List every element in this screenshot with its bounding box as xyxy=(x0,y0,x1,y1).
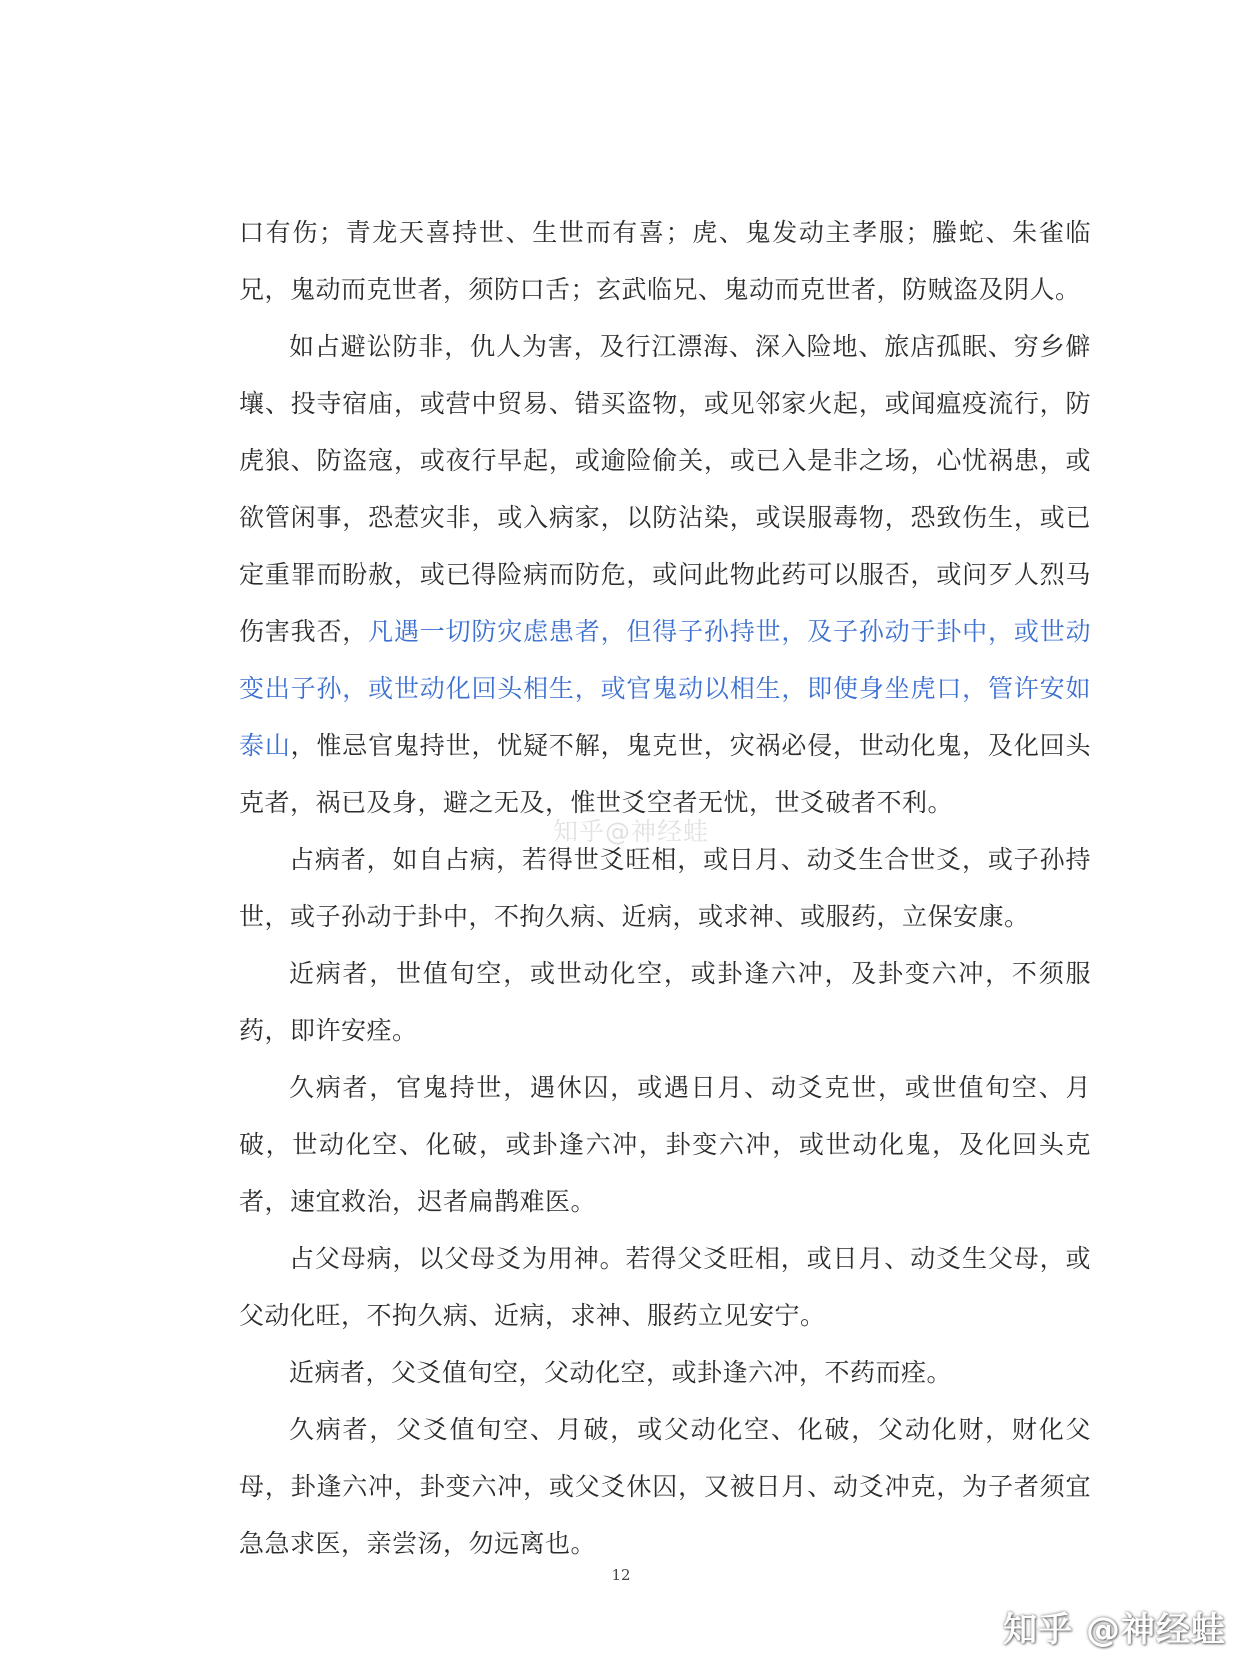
page-body xyxy=(239,204,1091,1572)
watermark-corner: 知乎 @神经蛙 xyxy=(1003,1610,1226,1650)
paragraph-5: 久病者，官鬼持世，遇休囚，或遇日月、动爻克世，或世值旬空、月破，世动化空、化破，或卦逢六冲，卦变六冲，或世动化鬼，及化回头克者，速宜救治，迟者扁鹊难医。 xyxy=(239,1073,1091,1216)
paragraph-2-text-after: ，惟忌官鬼持世，忧疑不解，鬼克世，灾祸必侵，世动化鬼，及化回头克者，祸已及身，避之无及，惟世爻空者无忧，世爻破者不利。 xyxy=(239,731,1091,817)
paragraph-7: 近病者，父爻值旬空，父动化空，或卦逢六冲，不药而痊。 xyxy=(289,1358,953,1387)
watermark-center: 知乎@神经蛙 xyxy=(553,817,710,846)
paragraph-2-text-before: 如占避讼防非，仇人为害，及行江漂海、深入险地、旅店孤眠、穷乡僻壤、投寺宿庙，或营中贸易、错买盗物，或见邻家火起，或闻瘟疫流行，防虎狼、防盗寇，或夜行早起，或逾险偷关，或已入是非之场，心忧祸患，或欲管闲事，恐惹灾非，或入病家，以防沾染，或误服毒物，恐致伤生，或已定重罪而盼赦，或已得险病而防危，或问此物此药可以服否，或问歹人烈马伤害我否， xyxy=(239,332,1091,646)
paragraph-2 xyxy=(239,318,1091,831)
paragraph-6: 占父母病，以父母爻为用神。若得父爻旺相，或日月、动爻生父母，或父动化旺，不拘久病、近病，求神、服药立见安宁。 xyxy=(239,1244,1091,1330)
page-number: 12 xyxy=(611,1566,631,1584)
paragraph-4: 近病者，世值旬空，或世动化空，或卦逢六冲，及卦变六冲，不须服药，即许安痊。 xyxy=(239,959,1091,1045)
paragraph-2-highlight: 凡遇一切防灾虑患者，但得子孙持世，及子孙动于卦中，或世动变出子孙，或世动化回头相生，或官鬼动以相生，即使身坐虎口，管许安如泰山 xyxy=(239,617,1091,760)
paragraph-1: 口有伤；青龙天喜持世、生世而有喜；虎、鬼发动主孝服；螣蛇、朱雀临兄，鬼动而克世者，须防口舌；玄武临兄、鬼动而克世者，防贼盗及阴人。 xyxy=(239,218,1091,304)
paragraph-3: 占病者，如自占病，若得世爻旺相，或日月、动爻生合世爻，或子孙持世，或子孙动于卦中，不拘久病、近病，或求神、或服药，立保安康。 xyxy=(239,845,1091,931)
paragraph-8: 久病者，父爻值旬空、月破，或父动化空、化破，父动化财，财化父母，卦逢六冲，卦变六冲，或父爻休囚，又被日月、动爻冲克，为子者须宜急急求医，亲尝汤，勿远离也。 xyxy=(239,1415,1091,1558)
